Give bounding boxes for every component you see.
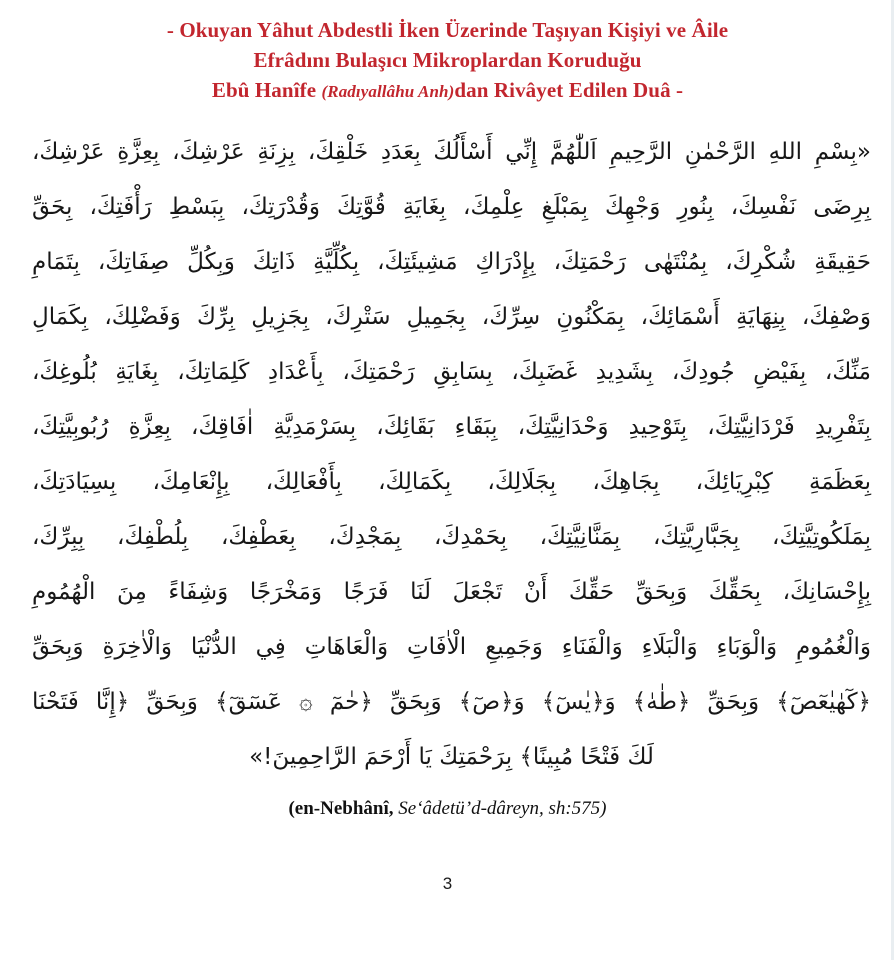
title-line-3-suffix: dan Rivâyet Edilen Duâ - (454, 78, 684, 102)
citation-author: (en-Nebhânî, (288, 798, 394, 819)
citation-work: Se‘âdetü’d-dâreyn, sh:575) (393, 798, 607, 819)
prayer-line: وَالْغُمُومِ وَالْوَبَاءِ وَالْبَلَاءِ وَالْفَنَاءِ وَجَمِيعِ الْاٰفَاتِ وَالْعَاهَاتِ فِي الدُّنْيَا وَالْاٰخِرَةِ وَبِحَقِّ (32, 634, 871, 660)
title-block (0, 0, 895, 107)
prayer-line: بِمَلَكُوتِيَّتِكَ، بِجَبَّارِيَّتِكَ، بِمَنَّانِيَّتِكَ، بِحَمْدِكَ، بِمَجْدِكَ، بِعَطْفِكَ، بِلُطْفِكَ، بِبِرِّكَ، (32, 524, 871, 550)
title-line-2: Efrâdını Bulaşıcı Mikroplardan Koruduğu (253, 48, 642, 72)
citation (0, 798, 895, 820)
page-number: 3 (442, 874, 453, 893)
prayer-final-line: لَكَ فَتْحًا مُبِينًا﴾ بِرَحْمَتِكَ يَا أَرْحَمَ الرَّاحِمِينَ!» (249, 744, 654, 770)
arabic-prayer (32, 125, 871, 785)
prayer-line: بِإِحْسَانِكَ، بِحَقِّكَ وَبِحَقِّ حَقِّكَ أَنْ تَجْعَلَ لَنَا فَرَجًا وَمَخْرَجًا وَشِفَاءً مِنَ الْهُمُومِ (32, 579, 871, 605)
prayer-justified-lines (32, 125, 871, 730)
prayer-line: بِعَظَمَةِ كِبْرِيَائِكَ، بِجَاهِكَ، بِجَلَالِكَ، بِكَمَالِكَ، بِأَفْعَالِكَ، بِإِنْعَامِكَ، بِسِيَادَتِكَ، (32, 469, 871, 495)
honorific-italic: (Radıyallâhu Anh) (321, 82, 455, 101)
title-line-1: - Okuyan Yâhut Abdestli İken Üzerinde Taşıyan Kişiyi ve Âile (166, 18, 729, 42)
prayer-line: «بِسْمِ اللهِ الرَّحْمٰنِ الرَّحِيمِ اَللّٰهُمَّ إِنِّي أَسْأَلُكَ بِعَدَدِ خَلْقِكَ، بِزِنَةِ عَرْشِكَ، بِعِزَّةِ عَرْشِكَ، (32, 139, 871, 165)
scan-edge-line (891, 0, 894, 960)
prayer-line: وَصْفِكَ، بِنِهَايَةِ أَسْمَائِكَ، بِمَكْنُونِ سِرِّكَ، بِجَمِيلِ سَتْرِكَ، بِجَزِيلِ بِرِّكَ وَفَضْلِكَ، بِكَمَالِ (32, 304, 871, 330)
prayer-line: مَنِّكَ، بِفَيْضِ جُودِكَ، بِشَدِيدِ غَضَبِكَ، بِسَابِقِ رَحْمَتِكَ، بِأَعْدَادِ كَلِمَاتِكَ، بِغَايَةِ بُلُوغِكَ، (32, 359, 871, 385)
title-line-3 (0, 75, 895, 107)
prayer-line: ﴿كٓهٰيٰعٓصٓ﴾ وَبِحَقِّ ﴿طٰهٰ﴾ وَ﴿يٰسٓ﴾ وَ﴿صٓ﴾ وَبِحَقِّ ﴿حٰمٓ ۞ عٓسٓقٓ﴾ وَبِحَقِّ ﴿إِنَّا فَتَحْنَا (32, 689, 871, 715)
prayer-line: حَقِيقَةِ شُكْرِكَ، بِمُنْتَهٰى رَحْمَتِكَ، بِإِدْرَاكِ مَشِيئَتِكَ، بِكُلِّيَّةِ ذَاتِكَ وَبِكُلِّ صِفَاتِكَ، بِتَمَامِ (32, 249, 871, 275)
prayer-line: بِتَفْرِيدِ فَرْدَانِيَّتِكَ، بِتَوْحِيدِ وَحْدَانِيَّتِكَ، بِبَقَاءِ بَقَائِكَ، بِسَرْمَدِيَّةِ اٰفَاقِكَ، بِعِزَّةِ رُبُوبِيَّتِكَ، (32, 414, 871, 440)
prayer-line: بِرِضَى نَفْسِكَ، بِنُورِ وَجْهِكَ بِمَبْلَغِ عِلْمِكَ، بِغَايَةِ قُوَّتِكَ وَقُدْرَتِكَ، بِبَسْطِ رَأْفَتِكَ، بِحَقِّ (32, 194, 871, 220)
title-line-3-prefix: Ebû Hanîfe (211, 78, 322, 102)
